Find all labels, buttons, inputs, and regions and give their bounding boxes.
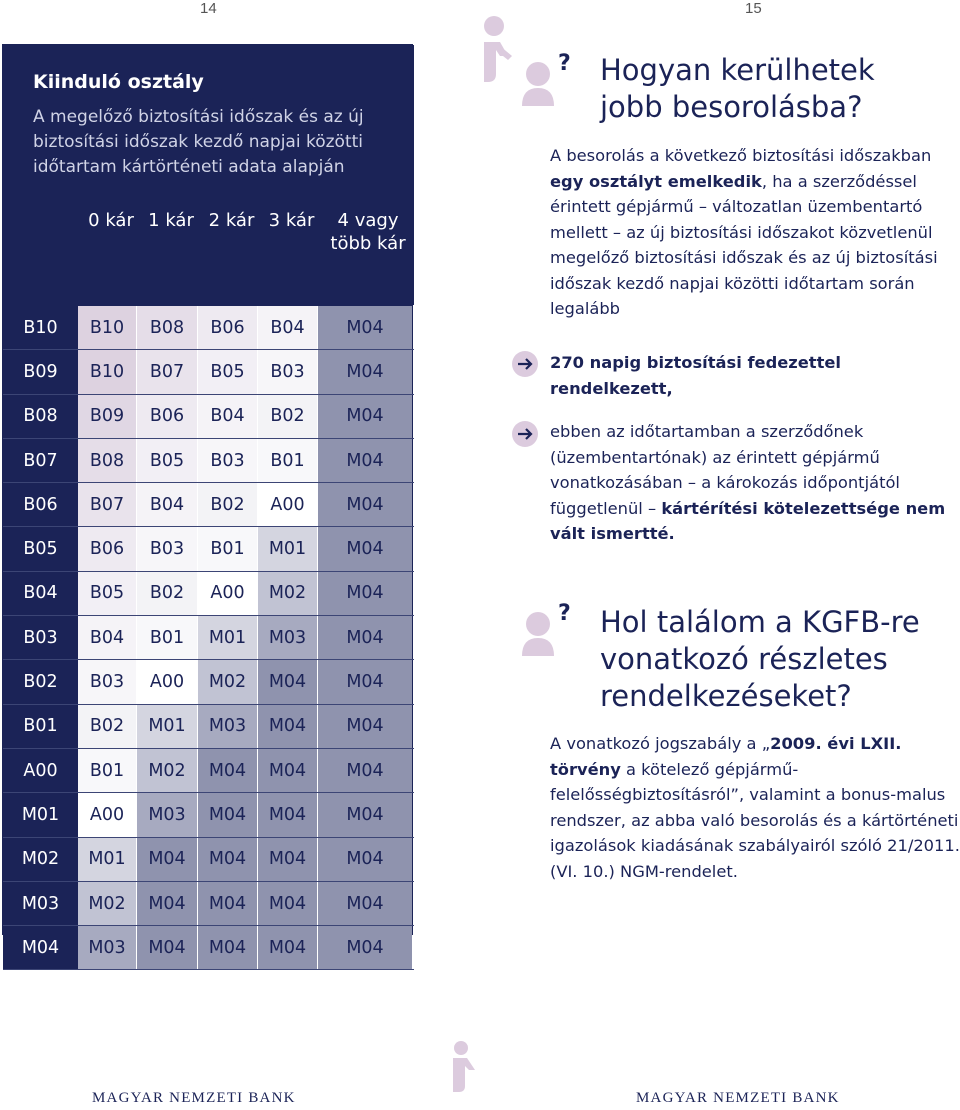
bullet-coverage xyxy=(550,350,960,401)
table-row xyxy=(3,882,414,926)
table-cell: B05 xyxy=(198,350,258,393)
table-cell: M04 xyxy=(258,838,318,881)
table-row xyxy=(3,705,414,749)
row-start-class: B08 xyxy=(3,395,78,438)
table-cell: M04 xyxy=(137,882,198,925)
heading-better-class: Hogyan kerülhetek jobb besorolásba? xyxy=(600,53,875,124)
table-row xyxy=(3,395,414,439)
table-cell: M04 xyxy=(318,749,412,792)
table-cell: B02 xyxy=(137,572,198,615)
table-row xyxy=(3,793,414,837)
table-cell: B09 xyxy=(78,395,137,438)
column-header: 0 kár xyxy=(88,210,134,231)
table-cell: M04 xyxy=(318,616,412,659)
table-cell: M04 xyxy=(258,705,318,748)
table-cell: B01 xyxy=(78,749,137,792)
table-row xyxy=(3,350,414,394)
footer-bank-name-left: MAGYAR NEMZETI BANK xyxy=(92,1090,296,1106)
table-cell: B07 xyxy=(137,350,198,393)
row-start-class: A00 xyxy=(3,749,78,792)
table-cell: B04 xyxy=(198,395,258,438)
table-cell: B05 xyxy=(78,572,137,615)
row-start-class: B04 xyxy=(3,572,78,615)
paragraph-text: , ha a szerződéssel érintett gépjármű – változatlan üzembentartó mellett – az új biztosítási időszakot közvetlenül megelőző biztosítási időszak és az új biztosítási időszak kezdő napjai közötti időtartam során legalább xyxy=(550,171,938,318)
table-cell: M01 xyxy=(137,705,198,748)
row-start-class: B05 xyxy=(3,527,78,570)
paragraph-text: a kötelező gépjármű-felelősségbiztosításról”, valamint a bonus-malus rendszer, az abba való besorolás és a kártörténeti igazolások kiadásának szabályairól szóló 21/2011. (VI. 10.) NGM-rendelet. xyxy=(550,759,960,881)
table-cell: A00 xyxy=(198,572,258,615)
table-subtitle: A megelőző biztosítási időszak és az új biztosítási időszak kezdő napjai közötti időtartam kártörténeti adata alapján xyxy=(33,107,364,177)
paragraph-law-reference xyxy=(550,731,960,884)
paragraph-bold: egy osztályt emelkedik xyxy=(550,171,762,191)
table-cell: B02 xyxy=(258,395,318,438)
row-start-class: M01 xyxy=(3,793,78,836)
table-row xyxy=(3,439,414,483)
table-cell: B02 xyxy=(78,705,137,748)
table-row xyxy=(3,527,414,571)
question-person-icon xyxy=(520,600,578,656)
table-header xyxy=(3,45,414,305)
footer-bank-name-right: MAGYAR NEMZETI BANK xyxy=(636,1090,840,1106)
table-cell: M01 xyxy=(258,527,318,570)
table-cell: M04 xyxy=(258,926,318,969)
table-cell: M04 xyxy=(198,793,258,836)
table-cell: M03 xyxy=(258,616,318,659)
table-cell: M03 xyxy=(198,705,258,748)
row-start-class: M04 xyxy=(3,926,78,969)
table-cell: B03 xyxy=(258,350,318,393)
row-start-class: M02 xyxy=(3,838,78,881)
table-cell: M04 xyxy=(318,793,412,836)
table-cell: B08 xyxy=(137,306,198,349)
row-start-class: B02 xyxy=(3,660,78,703)
bullet-bold-text: 270 napig biztosítási fedezettel rendelkezett, xyxy=(550,353,841,398)
table-cell: M04 xyxy=(318,838,412,881)
table-cell: B06 xyxy=(78,527,137,570)
row-start-class: B03 xyxy=(3,616,78,659)
table-row xyxy=(3,306,414,350)
row-start-class: M03 xyxy=(3,882,78,925)
mnb-figure-icon xyxy=(447,1040,483,1094)
table-cell: M04 xyxy=(318,660,412,703)
table-cell: M04 xyxy=(318,395,412,438)
table-cell: M01 xyxy=(78,838,137,881)
table-row xyxy=(3,572,414,616)
table-cell: M03 xyxy=(78,926,137,969)
column-header: 2 kár xyxy=(208,210,255,231)
table-cell: M04 xyxy=(258,793,318,836)
table-cell: B06 xyxy=(198,306,258,349)
table-cell: B08 xyxy=(78,439,137,482)
table-cell: A00 xyxy=(78,793,137,836)
row-start-class: B06 xyxy=(3,483,78,526)
table-cell: M04 xyxy=(258,749,318,792)
table-row xyxy=(3,616,414,660)
table-cell: M02 xyxy=(137,749,198,792)
svg-text:?: ? xyxy=(558,51,571,76)
table-grid xyxy=(3,306,414,970)
table-cell: M04 xyxy=(137,926,198,969)
table-cell: M04 xyxy=(198,882,258,925)
table-cell: A00 xyxy=(137,660,198,703)
question-person-icon xyxy=(520,50,578,106)
table-title: Kiinduló osztály xyxy=(33,71,204,93)
person-figure-icon xyxy=(478,12,514,84)
table-cell: M04 xyxy=(318,882,412,925)
heading-where-to-find: Hol találom a KGFB-re vonatkozó részletes rendelkezéseket? xyxy=(600,605,920,713)
table-cell: B01 xyxy=(198,527,258,570)
column-header: 3 kár xyxy=(268,210,315,231)
table-cell: M02 xyxy=(198,660,258,703)
arrow-right-circle-icon xyxy=(511,420,539,448)
table-cell: B01 xyxy=(137,616,198,659)
table-cell: M04 xyxy=(318,306,412,349)
table-cell: M04 xyxy=(198,749,258,792)
table-row xyxy=(3,749,414,793)
bullet-bold-text: kártérítési kötelezettsége nem vált ismertté. xyxy=(550,498,946,543)
table-cell: B03 xyxy=(137,527,198,570)
table-cell: M01 xyxy=(198,616,258,659)
table-cell: M04 xyxy=(137,838,198,881)
table-cell: M04 xyxy=(318,926,412,969)
table-cell: M04 xyxy=(198,926,258,969)
table-cell: B10 xyxy=(78,306,137,349)
table-cell: B04 xyxy=(258,306,318,349)
table-cell: B06 xyxy=(137,395,198,438)
table-row xyxy=(3,926,414,970)
table-cell: M04 xyxy=(258,882,318,925)
table-cell: M02 xyxy=(78,882,137,925)
table-cell: B04 xyxy=(78,616,137,659)
table-cell: M03 xyxy=(137,793,198,836)
table-row xyxy=(3,838,414,882)
page-number-left: 14 xyxy=(200,0,217,17)
row-start-class: B10 xyxy=(3,306,78,349)
table-cell: M04 xyxy=(318,350,412,393)
table-cell: M02 xyxy=(258,572,318,615)
bonus-malus-table xyxy=(2,44,413,958)
page-number-right: 15 xyxy=(745,0,762,17)
table-cell: B03 xyxy=(78,660,137,703)
table-cell: M04 xyxy=(318,572,412,615)
table-cell: B01 xyxy=(258,439,318,482)
arrow-right-circle-icon xyxy=(511,350,539,378)
svg-text:?: ? xyxy=(558,601,571,626)
bullet-no-claim xyxy=(550,419,960,547)
table-cell: M04 xyxy=(258,660,318,703)
table-cell: B07 xyxy=(78,483,137,526)
table-cell: B03 xyxy=(198,439,258,482)
paragraph-bold: 2009. évi LXII. törvény xyxy=(550,734,902,779)
bullet-text: ebben az időtartamban a szerződőnek (üzembentartónak) az érintett gépjármű vonatkozásában – a károkozás időpontjától függetlenül – xyxy=(550,422,900,518)
table-row xyxy=(3,660,414,704)
row-start-class: B09 xyxy=(3,350,78,393)
table-cell: M04 xyxy=(318,705,412,748)
paragraph-text: A vonatkozó jogszabály a „ xyxy=(550,734,771,753)
table-cell: B10 xyxy=(78,350,137,393)
row-start-class: B01 xyxy=(3,705,78,748)
table-cell: M04 xyxy=(318,527,412,570)
column-header: 4 vagy több kár xyxy=(330,210,406,254)
table-cell: B05 xyxy=(137,439,198,482)
table-row xyxy=(3,483,414,527)
table-cell: B04 xyxy=(137,483,198,526)
table-cell: B02 xyxy=(198,483,258,526)
table-cell: A00 xyxy=(258,483,318,526)
table-cell: M04 xyxy=(318,439,412,482)
column-header: 1 kár xyxy=(148,210,194,231)
row-start-class: B07 xyxy=(3,439,78,482)
table-cell: M04 xyxy=(198,838,258,881)
paragraph-text: A besorolás a következő biztosítási időszakban xyxy=(550,146,932,165)
paragraph-class-rise xyxy=(550,143,960,322)
table-cell: M04 xyxy=(318,483,412,526)
